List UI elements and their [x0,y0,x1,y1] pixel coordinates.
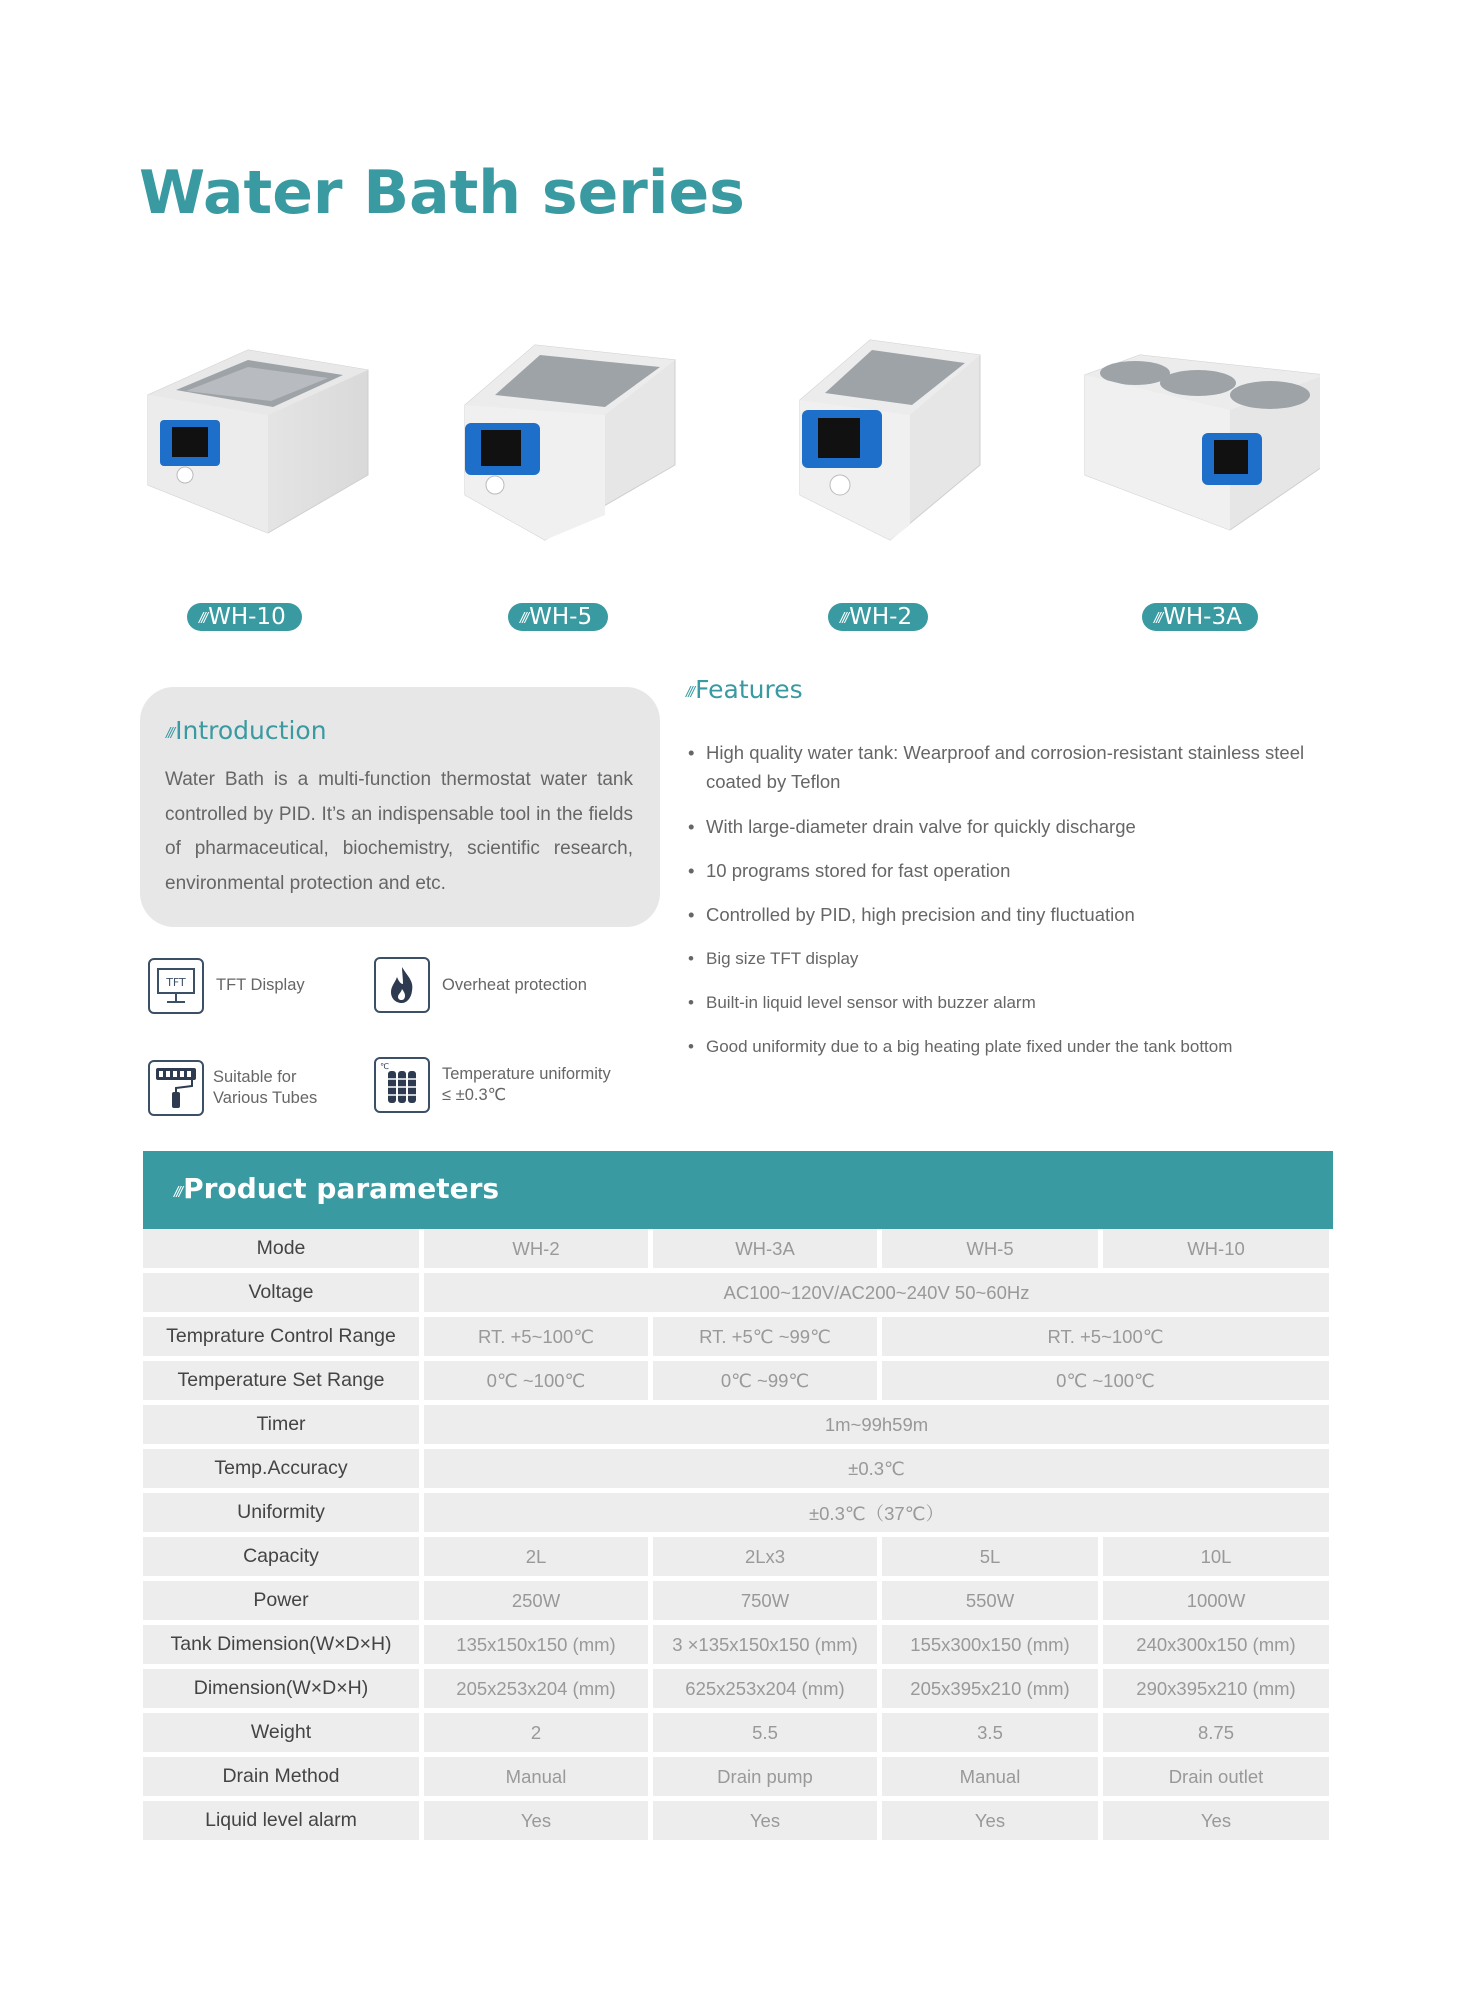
wh-10-product-image [138,315,378,555]
table-row [143,1405,1329,1444]
table-cell: Drain pump [653,1757,877,1796]
row-label: Uniformity [143,1493,419,1532]
table-cell: Drain outlet [1103,1757,1329,1796]
table-row [143,1537,1329,1576]
table-cell: 625x253x204 (mm) [653,1669,877,1708]
model-pill-wh-5: ///WH-5 [508,603,608,631]
table-cell: 1m~99h59m [424,1405,1329,1444]
row-label: Power [143,1581,419,1620]
table-row [143,1713,1329,1752]
row-label: Mode [143,1229,419,1268]
model-pill-wh-2: ///WH-2 [828,603,928,631]
table-row [143,1625,1329,1664]
table-cell: ±0.3℃（37℃） [424,1493,1329,1532]
table-row [143,1229,1329,1268]
table-cell: WH-10 [1103,1229,1329,1268]
table-cell: 0℃ ~100℃ [424,1361,648,1400]
table-row [143,1361,1329,1400]
table-cell: 1000W [1103,1581,1329,1620]
tft-display-label: TFT Display [216,976,305,994]
table-cell: Manual [882,1757,1098,1796]
table-row [143,1757,1329,1796]
table-cell: 2L [424,1537,648,1576]
row-label: Capacity [143,1537,419,1576]
feature-item: • Big size TFT display [688,944,1338,973]
page-title: Water Bath series [139,158,745,228]
table-cell: Yes [1103,1801,1329,1840]
feature-item: • Good uniformity due to a big heating plate fixed under the tank bottom [688,1032,1338,1061]
table-cell: Yes [882,1801,1098,1840]
svg-text:℃: ℃ [380,1062,389,1071]
svg-text:TFT: TFT [166,976,186,989]
row-label: Drain Method [143,1757,419,1796]
table-cell: 0℃ ~100℃ [882,1361,1329,1400]
feature-item: • With large-diameter drain valve for quickly discharge [688,812,1338,841]
product-parameters-table [138,1224,1334,1845]
table-cell: 3.5 [882,1713,1098,1752]
row-label: Weight [143,1713,419,1752]
table-cell: 250W [424,1581,648,1620]
table-row [143,1273,1329,1312]
table-cell: 290x395x210 (mm) [1103,1669,1329,1708]
introduction-heading: ///Introduction [166,716,327,745]
table-cell: RT. +5~100℃ [882,1317,1329,1356]
model-pill-wh-3a: ///WH-3A [1142,603,1258,631]
row-label: Dimension(W×D×H) [143,1669,419,1708]
table-cell: 205x253x204 (mm) [424,1669,648,1708]
wh-3a-product-image [1080,315,1320,555]
feature-item: • High quality water tank: Wearproof and corrosion-resistant stainless steel coated by Teflon [688,738,1338,796]
product-parameters-title: ///Product parameters [174,1172,500,1205]
table-cell: 155x300x150 (mm) [882,1625,1098,1664]
row-label: Timer [143,1405,419,1444]
various-tubes-label: Suitable for Various Tubes [213,1068,318,1107]
table-cell: 0℃ ~99℃ [653,1361,877,1400]
table-cell: 2 [424,1713,648,1752]
features-heading: ///Features [686,675,803,704]
table-cell: 2Lx3 [653,1537,877,1576]
table-row [143,1449,1329,1488]
table-cell: AC100~120V/AC200~240V 50~60Hz [424,1273,1329,1312]
row-label: Liquid level alarm [143,1801,419,1840]
flame-icon [374,957,430,1013]
temperature-uniformity-label: Temperature uniformity ≤ ±0.3℃ [442,1065,611,1104]
features-list [688,738,1338,1061]
table-cell: 550W [882,1581,1098,1620]
table-cell: WH-3A [653,1229,877,1268]
table-cell: 8.75 [1103,1713,1329,1752]
tube-rack-icon [148,1060,204,1116]
row-label: Temprature Control Range [143,1317,419,1356]
table-cell: 750W [653,1581,877,1620]
table-cell: RT. +5~100℃ [424,1317,648,1356]
table-row [143,1317,1329,1356]
tft-display-icon [148,958,204,1014]
introduction-text: Water Bath is a multi-function thermostat water tank controlled by PID. It’s an indispensable tool in the fields of pharmaceutical, biochemistry, scientific research, environmental protection and etc. [165,769,633,894]
table-cell: Yes [424,1801,648,1840]
table-row [143,1801,1329,1840]
table-cell: Manual [424,1757,648,1796]
uniformity-icon [374,1057,430,1113]
table-cell: 5.5 [653,1713,877,1752]
table-cell: ±0.3℃ [424,1449,1329,1488]
row-label: Temperature Set Range [143,1361,419,1400]
row-label: Temp.Accuracy [143,1449,419,1488]
table-row [143,1669,1329,1708]
table-cell: 240x300x150 (mm) [1103,1625,1329,1664]
wh-2-product-image [780,315,1020,555]
overheat-protection-label: Overheat protection [442,976,587,994]
table-cell: WH-2 [424,1229,648,1268]
table-cell: 205x395x210 (mm) [882,1669,1098,1708]
feature-item: • 10 programs stored for fast operation [688,856,1338,885]
table-cell: RT. +5℃ ~99℃ [653,1317,877,1356]
table-row [143,1493,1329,1532]
row-label: Tank Dimension(W×D×H) [143,1625,419,1664]
table-cell: 3 ×135x150x150 (mm) [653,1625,877,1664]
wh-5-product-image [455,315,695,555]
feature-item: • Built-in liquid level sensor with buzzer alarm [688,988,1338,1017]
feature-item: • Controlled by PID, high precision and tiny fluctuation [688,900,1338,929]
table-row [143,1581,1329,1620]
model-pill-wh-10: ///WH-10 [187,603,302,631]
table-cell: Yes [653,1801,877,1840]
table-cell: WH-5 [882,1229,1098,1268]
table-cell: 10L [1103,1537,1329,1576]
row-label: Voltage [143,1273,419,1312]
table-cell: 5L [882,1537,1098,1576]
table-cell: 135x150x150 (mm) [424,1625,648,1664]
